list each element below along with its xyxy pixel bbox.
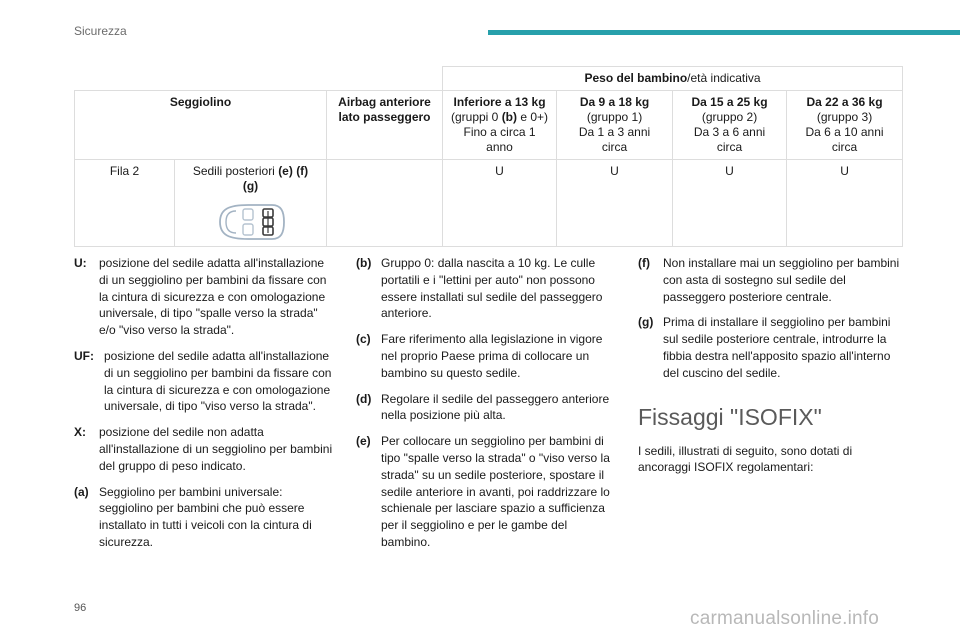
notes-column-2: [356, 255, 618, 560]
header-accent-bar: [488, 30, 960, 35]
row-label: Fila 2: [75, 160, 175, 247]
value-cell-2: U: [673, 160, 787, 247]
note-x: X: posizione del sedile non adatta all'installazione di un seggiolino per bambini del gruppo di peso indicato.: [74, 425, 333, 473]
watermark: carmanualsonline.info: [690, 608, 880, 629]
note-a: (a) Seggiolino per bambini universale: seggiolino per bambini che può essere installato in tutti i veicoli con la cintura di sicurezza.: [74, 484, 312, 549]
note-c: (c) Fare riferimento alla legislazione in vigore nel proprio Paese prima di collocare un bambino su questo sedile.: [356, 332, 603, 380]
isofix-intro: I sedili, illustrati di seguito, sono dotati di ancoraggi ISOFIX regolamentari:: [638, 443, 853, 475]
page-number: 96: [74, 602, 87, 614]
seat-column-header: Seggiolino: [75, 91, 327, 160]
seat-description: Sedili posteriori (e) (f) (g): [175, 160, 327, 247]
value-cell-0: U: [443, 160, 557, 247]
car-rear-seats-icon: [214, 202, 288, 242]
group-header-1: Da 9 a 18 kg (gruppo 1) Da 1 a 3 anni circa: [557, 91, 673, 160]
note-g: (g) Prima di installare il seggiolino per bambini sul sedile posteriore centrale, introdurre la fibbia destra nell'apposito spazio all'interno del cuscino del sedile.: [638, 315, 891, 380]
note-u: U: posizione del sedile adatta all'installazione di un seggiolino per bambini da fissare con la cintura di sicurezza e con omologazione universale, di tipo "spalle verso la strada" e/o "viso verso la strada".: [74, 256, 327, 338]
airbag-column-header: Airbag anteriore lato passeggero: [327, 91, 443, 160]
group-header-3: Da 22 a 36 kg (gruppo 3) Da 6 a 10 anni circa: [787, 91, 903, 160]
group-header-2: Da 15 a 25 kg (gruppo 2) Da 3 a 6 anni circa: [673, 91, 787, 160]
note-e: (e) Per collocare un seggiolino per bambini di tipo "spalle verso la strada" o "viso verso la strada" su un sedile posteriore, spostare il sedile anteriore in avanti, poi raddrizzare lo schienale per lasciare spazio a sufficienza per il seggiolino e per le gambe del bambino.: [356, 434, 610, 549]
weight-age-header: Peso del bambino/età indicativa: [443, 67, 903, 91]
child-seat-table: [74, 66, 903, 247]
notes-column-1: [74, 255, 336, 560]
notes-column-3: [638, 255, 902, 476]
isofix-heading: Fissaggi "ISOFIX": [638, 403, 822, 430]
group-header-0: Inferiore a 13 kg (gruppi 0 (b) e 0+) Fino a circa 1 anno: [443, 91, 557, 160]
value-cell-1: U: [557, 160, 673, 247]
section-label: Sicurezza: [74, 24, 127, 38]
note-uf: UF: posizione del sedile adatta all'installazione di un seggiolino per bambini da fissare con la cintura di sicurezza e con omologazione universale, di tipo "viso verso la strada".: [74, 348, 332, 414]
note-d: (d) Regolare il sedile del passeggero anteriore nella posizione più alta.: [356, 391, 610, 423]
note-b: (b) Gruppo 0: dalla nascita a 10 kg. Le culle portatili e i "lettini per auto" non possono essere installati sul sedile del passeggero anteriore.: [356, 256, 603, 321]
note-f: (f) Non installare mai un seggiolino per bambini con asta di sostegno sul sedile del passeggero posteriore centrale.: [638, 256, 900, 304]
airbag-cell: [327, 160, 443, 247]
value-cell-3: U: [787, 160, 903, 247]
table-empty-corner: [75, 67, 443, 91]
